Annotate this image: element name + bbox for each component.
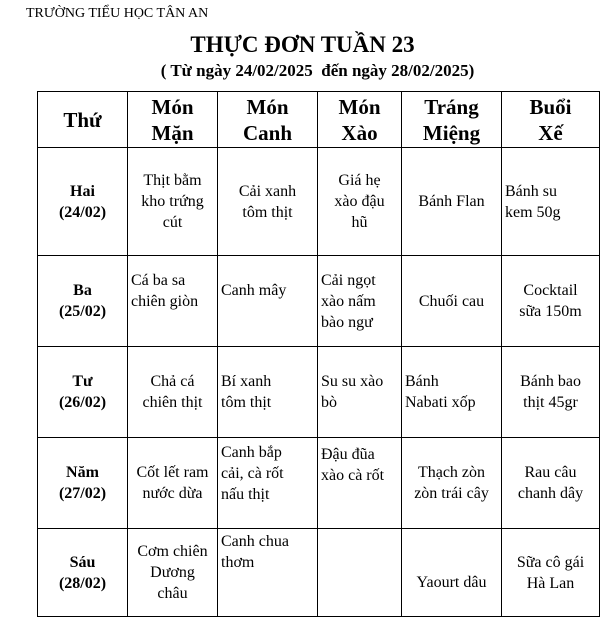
main-dish-cell: Cá ba sa chiên giòn xyxy=(128,256,218,347)
school-name: TRƯỜNG TIỂU HỌC TÂN AN xyxy=(26,6,209,21)
main-dish-cell: Thịt bằm kho trứng cút xyxy=(128,148,218,256)
table-row xyxy=(38,347,600,438)
stirfry-cell: Đậu đũa xào cà rốt xyxy=(318,438,402,529)
table-row xyxy=(38,148,600,256)
dessert-cell: Bánh Nabati xốp xyxy=(402,347,502,438)
day-cell: Hai (24/02) xyxy=(38,148,128,256)
soup-cell: Bí xanh tôm thịt xyxy=(218,347,318,438)
table-row xyxy=(38,438,600,529)
afternoon-snack-cell: Rau câu chanh dây xyxy=(502,438,600,529)
weekly-menu-table xyxy=(37,91,600,617)
stirfry-cell: Cải ngọt xào nấm bào ngư xyxy=(318,256,402,347)
table-row xyxy=(38,256,600,347)
day-cell: Ba (25/02) xyxy=(38,256,128,347)
header-afternoon: Buổi Xế xyxy=(502,92,600,148)
dessert-cell: Yaourt dâu xyxy=(402,529,502,617)
header-day: Thứ xyxy=(38,92,128,148)
dessert-cell: Thạch zòn zòn trái cây xyxy=(402,438,502,529)
header-soup: Món Canh xyxy=(218,92,318,148)
header-stirfry: Món Xào xyxy=(318,92,402,148)
afternoon-snack-cell: Cocktail sữa 150m xyxy=(502,256,600,347)
soup-cell: Cải xanh tôm thịt xyxy=(218,148,318,256)
menu-title: THỰC ĐƠN TUẦN 23 xyxy=(190,32,415,57)
main-dish-cell: Chả cá chiên thịt xyxy=(128,347,218,438)
day-cell: Sáu (28/02) xyxy=(38,529,128,617)
main-dish-cell: Cốt lết ram nước dừa xyxy=(128,438,218,529)
header-row xyxy=(38,92,600,148)
afternoon-snack-cell: Bánh bao thịt 45gr xyxy=(502,347,600,438)
day-cell: Tư (26/02) xyxy=(38,347,128,438)
dessert-cell: Chuối cau xyxy=(402,256,502,347)
afternoon-snack-cell: Sữa cô gái Hà Lan xyxy=(502,529,600,617)
day-cell: Năm (27/02) xyxy=(38,438,128,529)
soup-cell: Canh chua thơm xyxy=(218,529,318,617)
stirfry-cell xyxy=(318,529,402,617)
soup-cell: Canh bắp cải, cà rốt nấu thịt xyxy=(218,438,318,529)
dessert-cell: Bánh Flan xyxy=(402,148,502,256)
soup-cell: Canh mây xyxy=(218,256,318,347)
table-row xyxy=(38,529,600,617)
date-range: ( Từ ngày 24/02/2025 đến ngày 28/02/2025) xyxy=(160,61,475,80)
stirfry-cell: Giá hẹ xào đậu hũ xyxy=(318,148,402,256)
afternoon-snack-cell: Bánh su kem 50g xyxy=(502,148,600,256)
header-main: Món Mặn xyxy=(128,92,218,148)
header-dessert: Tráng Miệng xyxy=(402,92,502,148)
stirfry-cell: Su su xào bò xyxy=(318,347,402,438)
main-dish-cell: Cơm chiên Dương châu xyxy=(128,529,218,617)
